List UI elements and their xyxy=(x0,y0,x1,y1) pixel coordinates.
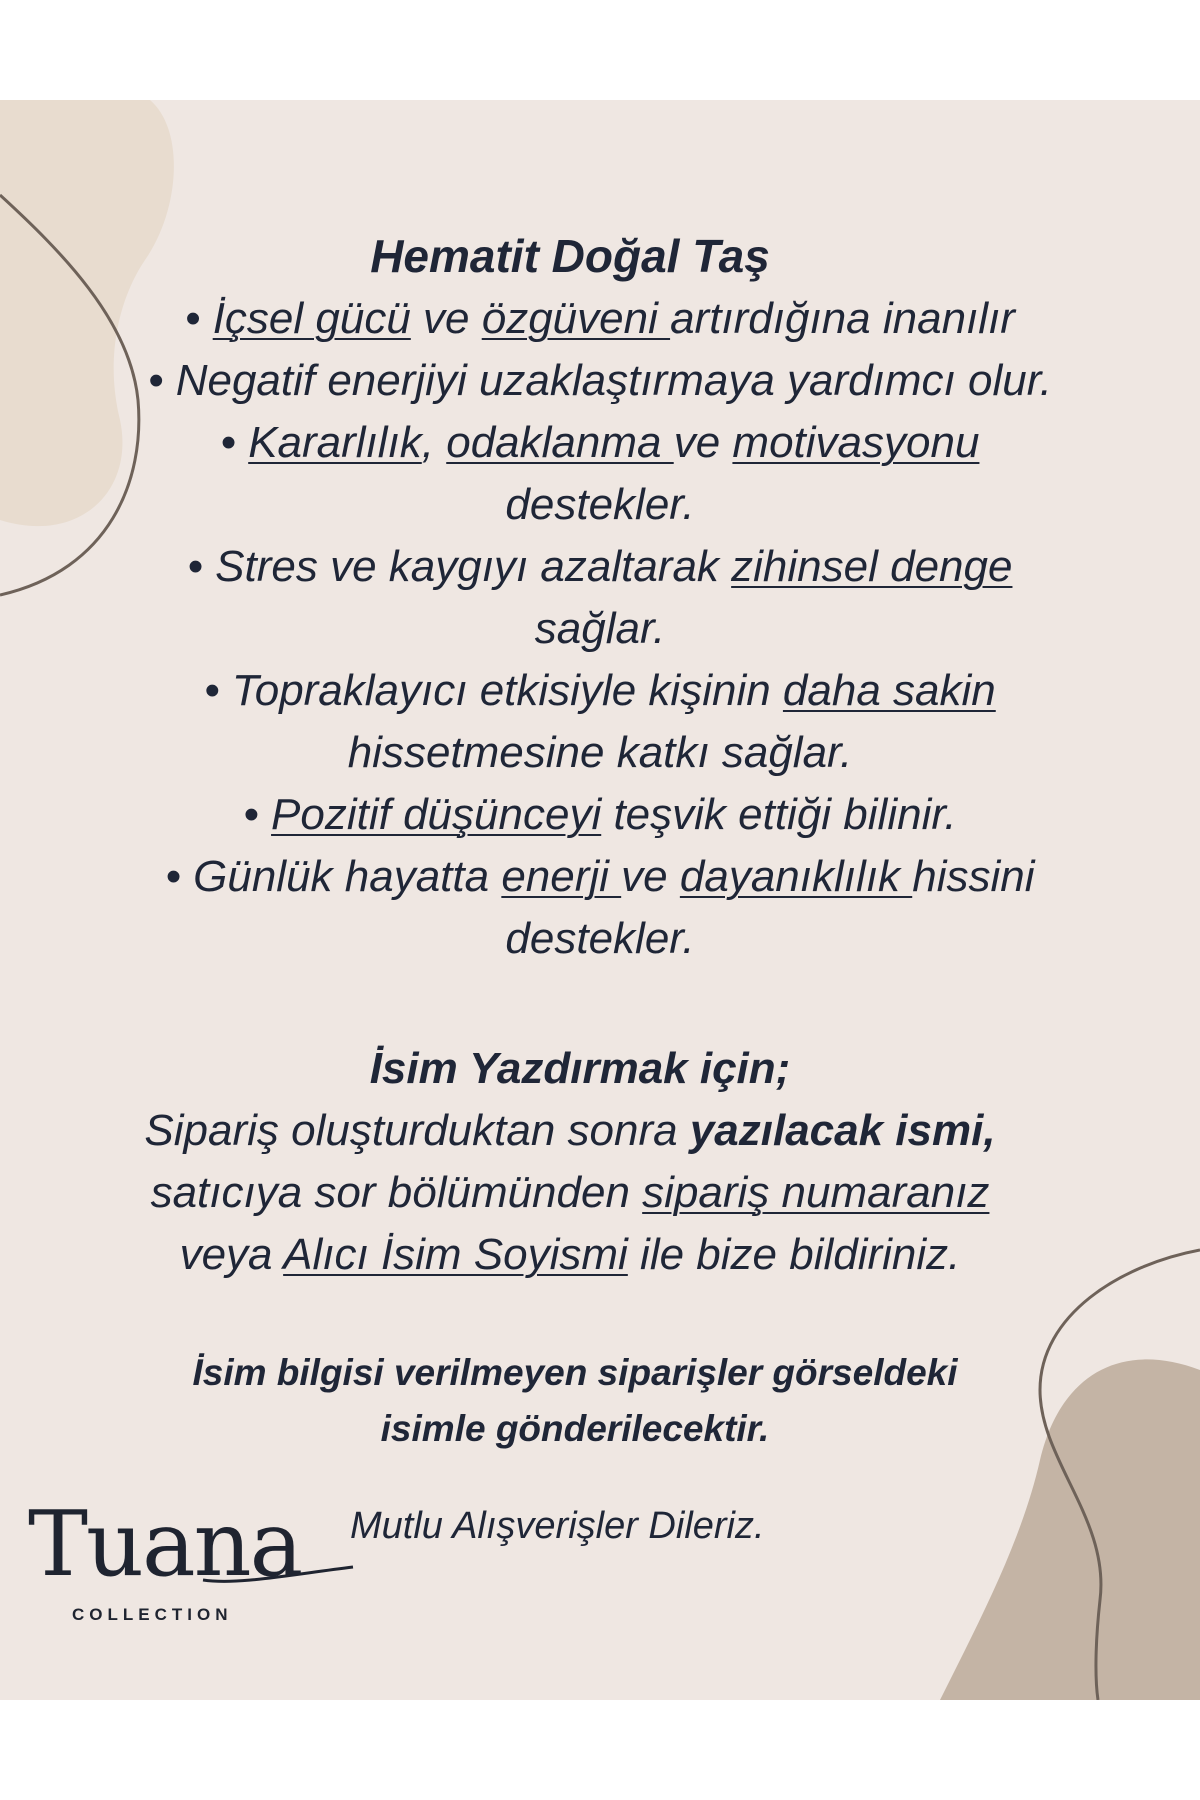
text-segment: destekler. xyxy=(505,914,695,963)
text-segment: • Stres ve kaygıyı azaltarak xyxy=(187,542,732,591)
text-segment: • Topraklayıcı etkisiyle kişinin xyxy=(204,666,783,715)
closing-message: Mutlu Alışverişler Dileriz. xyxy=(350,1505,765,1547)
text-segment: teşvik ettiği bilinir. xyxy=(601,790,957,839)
feature-line xyxy=(0,536,1200,598)
underlined-text: daha sakin xyxy=(782,666,996,715)
feature-line xyxy=(0,474,1200,536)
underlined-text: zihinsel denge xyxy=(731,542,1013,591)
instruction-line xyxy=(0,1100,1170,1162)
text-segment: ile bize bildiriniz. xyxy=(627,1230,961,1279)
underlined-text: İçsel gücü xyxy=(212,294,411,343)
feature-line xyxy=(0,412,1200,474)
feature-line xyxy=(0,846,1200,908)
text-segment: sağlar. xyxy=(534,604,666,653)
instruction-line xyxy=(0,1162,1170,1224)
feature-line xyxy=(0,722,1200,784)
underlined-text: odaklanma xyxy=(446,418,674,467)
feature-line xyxy=(0,908,1200,970)
logo-wordmark: Tuana xyxy=(28,1492,302,1597)
text-segment: • xyxy=(220,418,249,467)
text-segment: destekler. xyxy=(505,480,695,529)
text-segment: , xyxy=(421,418,447,467)
text-segment: satıcıya sor bölümünden xyxy=(150,1168,643,1217)
text-segment: ve xyxy=(673,418,733,467)
bold-text: yazılacak ismi, xyxy=(689,1106,996,1155)
name-warning-line: isimle gönderilecektir. xyxy=(380,1408,770,1449)
name-print-heading: İsim Yazdırmak için; xyxy=(369,1044,791,1093)
brand-logo xyxy=(28,1492,348,1635)
feature-line xyxy=(0,660,1200,722)
underlined-text: enerji xyxy=(501,852,622,901)
name-warning xyxy=(0,1345,1175,1457)
feature-list xyxy=(0,288,1200,970)
logo-swash xyxy=(198,1545,358,1595)
feature-line xyxy=(0,784,1200,846)
underlined-text: özgüveni xyxy=(481,294,671,343)
text-segment: ve xyxy=(621,852,680,901)
product-title: Hematit Doğal Taş xyxy=(370,230,770,282)
underlined-text: Pozitif düşünceyi xyxy=(271,790,602,839)
feature-line xyxy=(0,598,1200,660)
text-segment: • Günlük hayatta xyxy=(165,852,502,901)
feature-line xyxy=(0,350,1200,412)
instruction-line xyxy=(0,1224,1170,1286)
underlined-text: Alıcı İsim Soyismi xyxy=(283,1230,628,1279)
text-segment: artırdığına inanılır xyxy=(670,294,1015,343)
name-warning-line: İsim bilgisi verilmeyen siparişler görseldeki xyxy=(192,1352,958,1393)
name-print-instructions xyxy=(0,1100,1170,1286)
text-segment: Sipariş oluşturduktan sonra xyxy=(144,1106,690,1155)
product-info-card xyxy=(0,100,1200,1700)
underlined-text: Kararlılık xyxy=(248,418,422,467)
text-segment: • xyxy=(185,294,213,343)
underlined-text: motivasyonu xyxy=(732,418,980,467)
underlined-text: dayanıklılık xyxy=(679,852,913,901)
feature-line xyxy=(0,288,1200,350)
text-segment: • Negatif enerjiyi uzaklaştırmaya yardımcı olur. xyxy=(148,356,1052,405)
text-segment: • xyxy=(243,790,272,839)
logo-subtitle: COLLECTION xyxy=(72,1605,233,1624)
text-segment: ve xyxy=(410,294,482,343)
underlined-text: sipariş numaranız xyxy=(642,1168,990,1217)
text-segment: veya xyxy=(179,1230,284,1279)
text-segment: hissetmesine katkı sağlar. xyxy=(347,728,853,777)
text-segment: hissini xyxy=(912,852,1035,901)
